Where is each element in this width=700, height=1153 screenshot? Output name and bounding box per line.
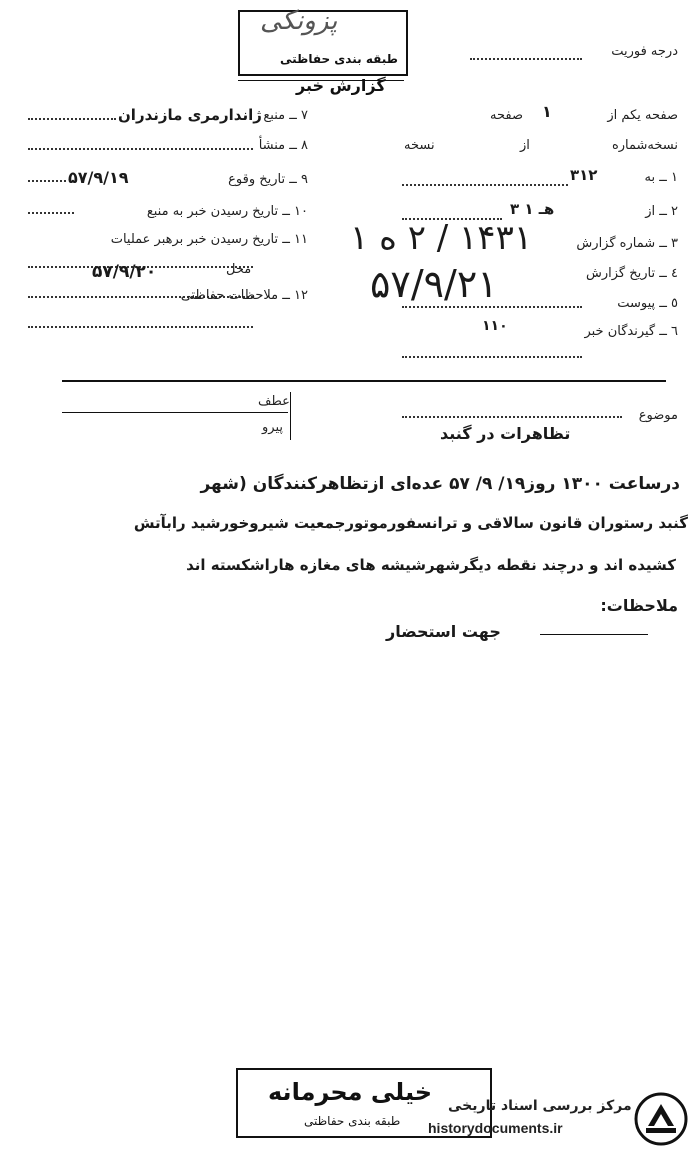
body-notes-value: جهت استحضار — [386, 622, 501, 641]
watermark-org: مرکز بررسی اسناد تاریخی — [448, 1098, 632, 1114]
subject-label: موضوع — [638, 408, 678, 423]
ref-divider — [290, 392, 291, 440]
body-line-1: درساعت ۱۳۰۰ روز۱۹/ ۹/ ۵۷ عده‌ای ازتظاهرکنندگان (شهر — [200, 474, 680, 494]
right-row-3-label: ۳ ــ شماره گزارش — [576, 236, 678, 251]
left-row-10-dots — [28, 212, 74, 214]
left-row-9-dots — [28, 180, 66, 182]
place-label: محل — [226, 262, 252, 277]
form-title: گزارش خبر — [296, 76, 386, 95]
right-row-6-dots — [402, 356, 582, 358]
notes-label: ۱۲ ــ ملاحظات حفاظتی — [180, 288, 308, 303]
ref-label: عطف — [258, 394, 290, 409]
page-value: ۱ — [542, 102, 552, 121]
notes-underline — [540, 634, 648, 635]
body-notes-label: ملاحظات: — [600, 596, 678, 615]
page-suffix: صفحه — [490, 108, 523, 123]
right-row-6-value: ۱۱۰ — [482, 318, 508, 334]
report-number-handwritten: ۱۴۳۱ / ۲ ه ۱ — [350, 218, 533, 258]
subject-value: تظاهرات در گنبد — [440, 424, 571, 443]
left-row-9-label: ۹ ــ تاریخ وقوع — [228, 172, 308, 187]
copy-suffix: نسخه — [404, 138, 435, 153]
copy-from: از — [520, 138, 530, 153]
right-row-2-label: ۲ ــ از — [645, 204, 678, 219]
right-row-6-label: ٦ ــ گیرندگان خبر — [584, 324, 678, 339]
body-line-2: گنبد رستوران قانون سالاقی و ترانسفورموتورجمعیت شیروخورشید رابآتش — [133, 514, 688, 532]
right-row-1-dots — [402, 184, 568, 186]
followup-label: پیرو — [262, 420, 283, 435]
page-label: صفحه یکم از — [607, 108, 678, 123]
left-row-10-label: ۱۰ ــ تاریخ رسیدن خبر به منبع — [146, 204, 308, 219]
stamp-main-text: خیلی محرمانه — [268, 1078, 433, 1106]
copy-label: نسخه‌شماره — [611, 138, 678, 153]
urgency-label: درجه فوریت — [611, 44, 678, 59]
right-row-5-dots — [402, 306, 582, 308]
place-value: ۵۷/۹/۲۰ — [92, 262, 157, 282]
left-row-8-label: ۸ ــ منشأ — [258, 138, 308, 153]
left-row-8-dots — [28, 148, 253, 150]
top-stamp — [238, 6, 408, 76]
right-row-1-value: ۳۱۲ — [570, 166, 598, 184]
stamp-sub-text: طبقه بندی حفاظتی — [304, 1114, 401, 1128]
left-row-7-value: ژاندارمری مازندران — [118, 106, 262, 124]
right-row-2-value: ۳ هـ ۱ — [510, 200, 555, 218]
stamp-scrawl: پزونکی — [260, 6, 338, 36]
header-divider — [62, 380, 666, 382]
left-row-7-dots — [28, 118, 116, 120]
urgency-dots — [470, 58, 582, 60]
right-row-1-label: ۱ ــ به — [644, 170, 678, 185]
left-row-11-label: ۱۱ ــ تاریخ رسیدن خبر برهبر عملیات — [110, 232, 308, 247]
right-row-5-label: ٥ ــ پیوست — [617, 296, 678, 311]
subject-dots — [402, 416, 622, 418]
watermark-logo-icon — [634, 1092, 688, 1146]
right-row-4-label: ٤ ــ تاریخ گزارش — [586, 266, 678, 281]
body-line-3: کشیده اند و درچند نقطه دیگرشهرشیشه های مغازه هاراشکسته اند — [186, 556, 676, 574]
report-date-handwritten: ۵۷/۹/۲۱ — [370, 262, 498, 306]
left-row-7-label: ۷ ــ منبع — [263, 108, 308, 123]
notes-dots — [28, 326, 253, 328]
ref-line — [62, 412, 288, 413]
left-row-9-value: ۵۷/۹/۱۹ — [68, 168, 129, 187]
classification-label: طبقه بندی حفاظتی — [280, 52, 398, 66]
watermark-site: historydocuments.ir — [428, 1120, 563, 1136]
